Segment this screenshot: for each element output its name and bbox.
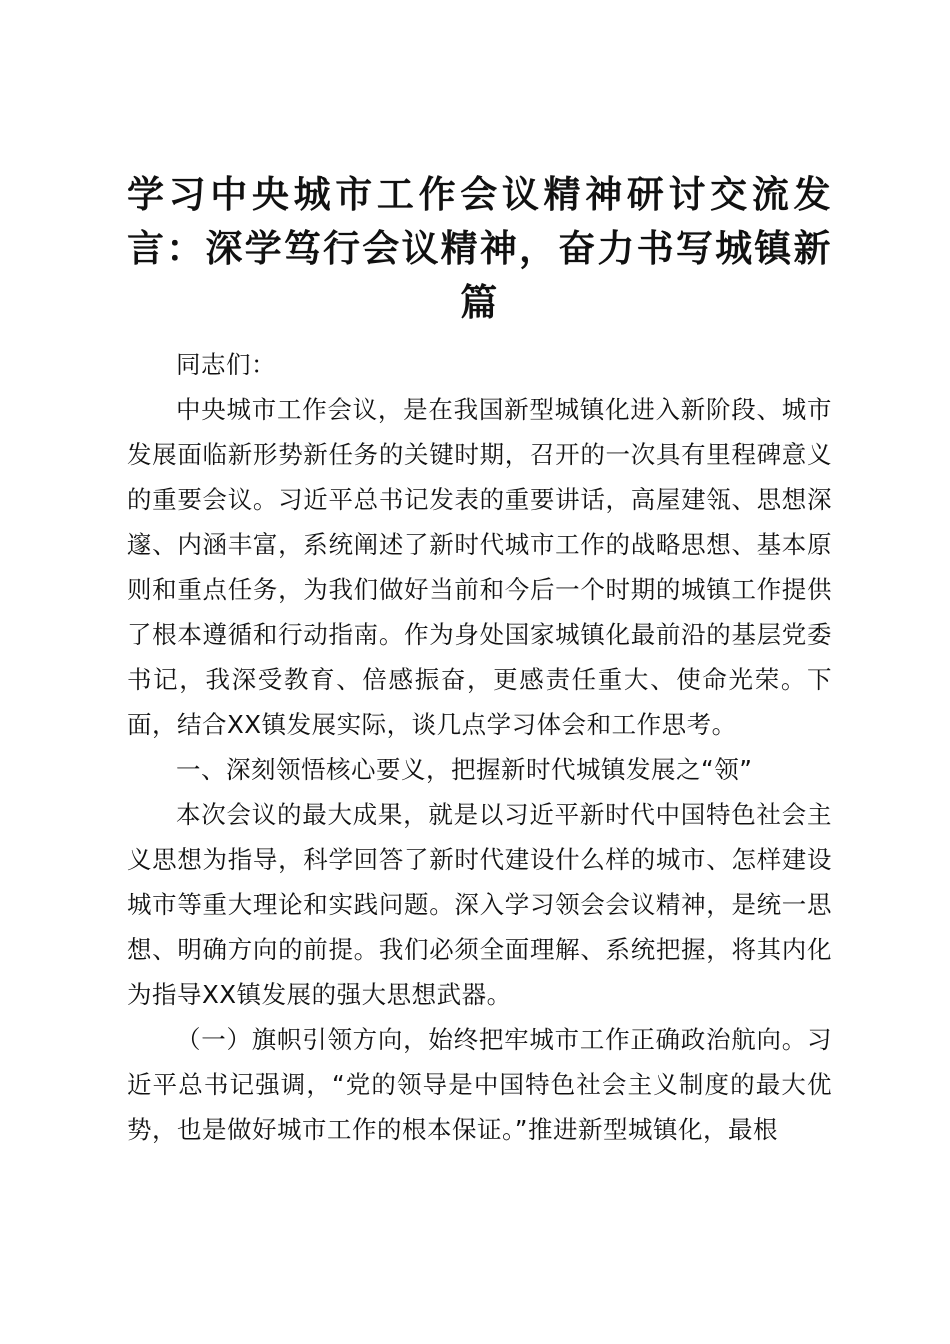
greeting: 同志们：	[176, 350, 276, 379]
paragraph-subsection-1: （一）旗帜引领方向，始终把牢城市工作正确政治航向。习近平总书记强调，“党的领导是中国特色社会主义制度的最大优势，也是做好城市工作的根本保证。”推进新型城镇化，最根	[127, 1025, 832, 1144]
section-heading-1: 一、深刻领悟核心要义，把握新时代城镇发展之“领”	[176, 755, 753, 784]
document-page	[127, 168, 832, 1152]
document-title: 学习中央城市工作会议精神研讨交流发言：深学笃行会议精神，奋力书写城镇新篇	[127, 173, 832, 324]
paragraph-section-1: 本次会议的最大成果，就是以习近平新时代中国特色社会主义思想为指导，科学回答了新时代建设什么样的城市、怎样建设城市等重大理论和实践问题。深入学习领会会议精神，是统一思想、明确方向的前提。我们必须全面理解、系统把握，将其内化为指导XX镇发展的强大思想武器。	[127, 800, 832, 1009]
paragraph-intro: 中央城市工作会议，是在我国新型城镇化进入新阶段、城市发展面临新形势新任务的关键时期，召开的一次具有里程碑意义的重要会议。习近平总书记发表的重要讲话，高屋建瓴、思想深邃、内涵丰富，系统阐述了新时代城市工作的战略思想、基本原则和重点任务，为我们做好当前和今后一个时期的城镇工作提供了根本遵循和行动指南。作为身处国家城镇化最前沿的基层党委书记，我深受教育、倍感振奋，更感责任重大、使命光荣。下面，结合XX镇发展实际，谈几点学习体会和工作思考。	[127, 395, 832, 739]
